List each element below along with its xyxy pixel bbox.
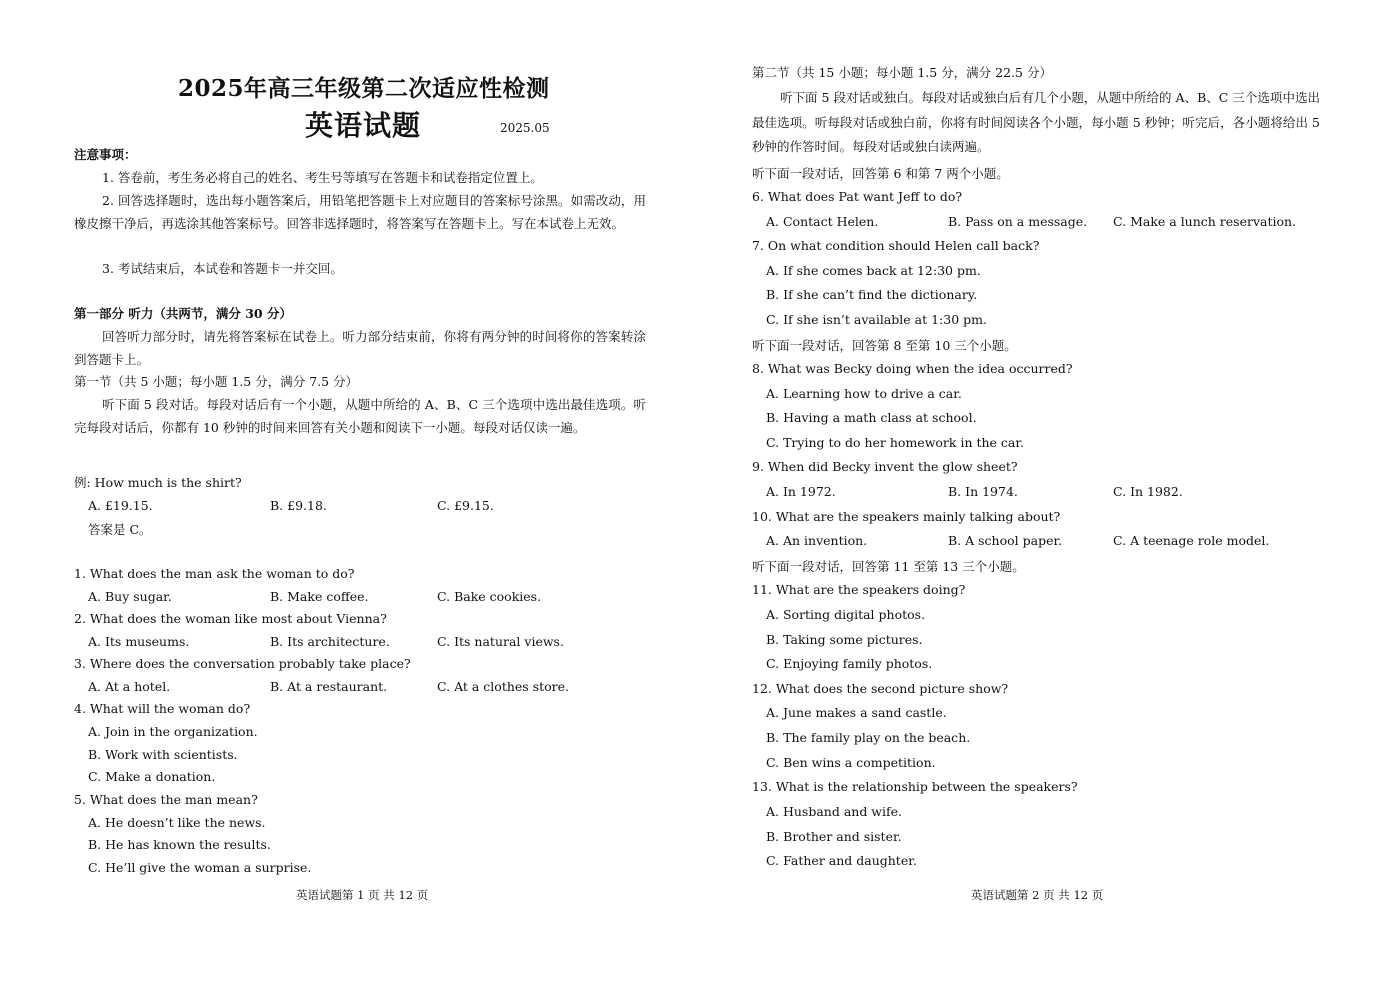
q13-option-b: B. Brother and sister. — [766, 829, 902, 844]
q9-option-b: B. In 1974. — [948, 484, 1018, 499]
example-answer: 答案是 C。 — [88, 522, 152, 537]
q12-option-b: B. The family play on the beach. — [766, 730, 971, 745]
page-footer-1: 英语试题第 1 页 共 12 页 — [296, 888, 429, 902]
question-8: 8. What was Becky doing when the idea occurred? — [752, 361, 1073, 376]
question-2: 2. What does the woman like most about Vienna? — [74, 611, 387, 626]
q1-option-c: C. Bake cookies. — [437, 589, 542, 604]
q12-option-a: A. June makes a sand castle. — [766, 705, 947, 720]
q4-option-a: A. Join in the organization. — [88, 724, 258, 739]
instruction-8-10: 听下面一段对话，回答第 8 至第 10 三个小题。 — [752, 338, 1017, 353]
part1-intro: 回答听力部分时，请先将答案标在试卷上。听力部分结束前，你将有两分钟的时间将你的答案转涂到答题卡上。 — [74, 329, 646, 367]
q4-option-c: C. Make a donation. — [88, 769, 216, 784]
question-4: 4. What will the woman do? — [74, 701, 251, 716]
instruction-6-7: 听下面一段对话，回答第 6 和第 7 两个小题。 — [752, 166, 1009, 181]
section2-heading: 第二节（共 15 小题；每小题 1.5 分，满分 22.5 分） — [752, 65, 1052, 80]
note-1: 1. 答卷前，考生务必将自己的姓名、考生号等填写在答题卡和试卷指定位置上。 — [102, 170, 543, 185]
section2-intro: 听下面 5 段对话或独白。每段对话或独白后有几个小题，从题中所给的 A、B、C 三个选项中选出最佳选项。听每段对话或独白前，你将有时间阅读各个小题，每小题 5 秒钟；听完后，各小题将给出 5 秒钟的作答时间。每段对话或独白读两遍。 — [752, 90, 1320, 154]
question-7: 7. On what condition should Helen call back? — [752, 238, 1040, 253]
q3-option-c: C. At a clothes store. — [437, 679, 569, 694]
q1-option-b: B. Make coffee. — [270, 589, 369, 604]
q13-option-c: C. Father and daughter. — [766, 853, 917, 868]
q7-option-b: B. If she can’t find the dictionary. — [766, 287, 978, 302]
notes-heading: 注意事项： — [74, 147, 137, 162]
q2-option-a: A. Its museums. — [88, 634, 190, 649]
example-option-b: B. £9.18. — [270, 498, 327, 513]
example-question: 例: How much is the shirt? — [74, 475, 242, 490]
q6-option-a: A. Contact Helen. — [766, 214, 879, 229]
q8-option-c: C. Trying to do her homework in the car. — [766, 435, 1024, 450]
q8-option-b: B. Having a math class at school. — [766, 410, 977, 425]
exam-title: 2025年高三年级第二次适应性检测 — [178, 75, 550, 102]
question-9: 9. When did Becky invent the glow sheet? — [752, 459, 1018, 474]
q1-option-a: A. Buy sugar. — [88, 589, 172, 604]
example-option-c: C. £9.15. — [437, 498, 494, 513]
q4-option-b: B. Work with scientists. — [88, 747, 238, 762]
q7-option-a: A. If she comes back at 12:30 pm. — [766, 263, 981, 278]
right-page — [700, 0, 1399, 983]
question-11: 11. What are the speakers doing? — [752, 582, 966, 597]
question-5: 5. What does the man mean? — [74, 792, 258, 807]
question-6: 6. What does Pat want Jeff to do? — [752, 189, 963, 204]
q5-option-b: B. He has known the results. — [88, 837, 271, 852]
q11-option-b: B. Taking some pictures. — [766, 632, 923, 647]
exam-subject-title: 英语试题 — [305, 109, 422, 142]
question-3: 3. Where does the conversation probably take place? — [74, 656, 411, 671]
q6-option-b: B. Pass on a message. — [948, 214, 1088, 229]
q6-option-c: C. Make a lunch reservation. — [1113, 214, 1297, 229]
page-footer-2: 英语试题第 2 页 共 12 页 — [971, 888, 1104, 902]
q9-option-c: C. In 1982. — [1113, 484, 1183, 499]
q12-option-c: C. Ben wins a competition. — [766, 755, 936, 770]
question-13: 13. What is the relationship between the speakers? — [752, 779, 1078, 794]
q2-option-c: C. Its natural views. — [437, 634, 564, 649]
q5-option-c: C. He’ll give the woman a surprise. — [88, 860, 312, 875]
q11-option-a: A. Sorting digital photos. — [766, 607, 926, 622]
note-2: 2. 回答选择题时，选出每小题答案后，用铅笔把答题卡上对应题目的答案标号涂黑。如需改动，用橡皮擦干净后，再选涂其他答案标号。回答非选择题时，将答案写在答题卡上。写在本试卷上无效。 — [74, 193, 646, 231]
section1-intro: 听下面 5 段对话。每段对话后有一个小题，从题中所给的 A、B、C 三个选项中选出最佳选项。听完每段对话后，你都有 10 秒钟的时间来回答有关小题和阅读下一小题。每段对话仅读一遍。 — [74, 397, 646, 435]
q3-option-a: A. At a hotel. — [88, 679, 171, 694]
example-option-a: A. £19.15. — [88, 498, 153, 513]
instruction-11-13: 听下面一段对话，回答第 11 至第 13 三个小题。 — [752, 559, 1025, 574]
question-12: 12. What does the second picture show? — [752, 681, 1009, 696]
q5-option-a: A. He doesn’t like the news. — [88, 815, 266, 830]
q8-option-a: A. Learning how to drive a car. — [766, 386, 962, 401]
note-3: 3. 考试结束后，本试卷和答题卡一并交回。 — [102, 261, 343, 276]
part1-heading: 第一部分 听力（共两节，满分 30 分） — [74, 306, 292, 321]
q13-option-a: A. Husband and wife. — [766, 804, 902, 819]
q11-option-c: C. Enjoying family photos. — [766, 656, 933, 671]
exam-date: 2025.05 — [500, 121, 550, 135]
question-1: 1. What does the man ask the woman to do? — [74, 566, 355, 581]
section1-heading: 第一节（共 5 小题；每小题 1.5 分，满分 7.5 分） — [74, 374, 359, 389]
q3-option-b: B. At a restaurant. — [270, 679, 388, 694]
q2-option-b: B. Its architecture. — [270, 634, 390, 649]
q10-option-c: C. A teenage role model. — [1113, 533, 1270, 548]
question-10: 10. What are the speakers mainly talking about? — [752, 509, 1061, 524]
q10-option-a: A. An invention. — [766, 533, 868, 548]
q9-option-a: A. In 1972. — [766, 484, 836, 499]
q7-option-c: C. If she isn’t available at 1:30 pm. — [766, 312, 987, 327]
q10-option-b: B. A school paper. — [948, 533, 1063, 548]
